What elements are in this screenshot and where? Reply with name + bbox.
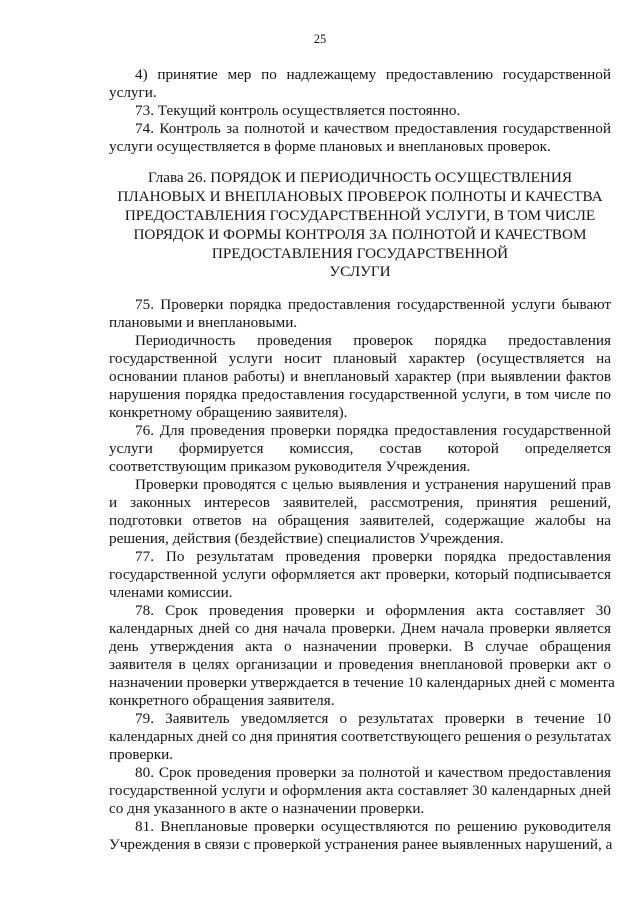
text-line: 81. Внеплановые проверки осуществляются по решению руководителя [135, 818, 611, 835]
text-line: услуги осуществляется в форме плановых и внеплановых проверок. [109, 138, 551, 155]
text-line: конкретному обращению заявителя). [109, 404, 348, 421]
text-line: со дня указанного в акте о назначении проверки. [109, 800, 425, 817]
chapter-heading-line: ПЛАНОВЫХ И ВНЕПЛАНОВЫХ ПРОВЕРОК ПОЛНОТЫ И КАЧЕСТВА [117, 188, 603, 205]
text-line: Учреждения в связи с проверкой устранения ранее выявленных нарушений, а [109, 836, 613, 853]
chapter-heading-line: ПРЕДОСТАВЛЕНИЯ ГОСУДАРСТВЕННОЙ [211, 245, 509, 262]
text-line: основании планов работы) и внеплановый характер (при выявлении фактов [109, 368, 611, 385]
text-line: и законных интересов заявителей, рассмотрения, принятия решений, [109, 494, 611, 511]
text-line: решения, действия (бездействие) специалистов Учреждения. [109, 530, 504, 547]
text-line: 4) принятие мер по надлежащему предоставлению государственной [135, 66, 611, 83]
text-line: Периодичность проведения проверок порядка предоставления [135, 332, 611, 349]
chapter-heading-line: ПРЕДОСТАВЛЕНИЯ ГОСУДАРСТВЕННОЙ УСЛУГИ, В ТОМ ЧИСЛЕ [124, 207, 596, 224]
text-line: Проверки проводятся с целью выявления и устранения нарушений прав [135, 476, 611, 493]
text-line: назначении проверки утверждается в течение 10 календарных дней с момента [109, 674, 615, 691]
text-line: конкретного обращения заявителя. [109, 692, 335, 709]
text-line: государственной услуги носит плановый характер (осуществляется на [109, 350, 611, 367]
text-line: 75. Проверки порядка предоставления государственной услуги бывают [135, 296, 611, 313]
text-line: 78. Срок проведения проверки и оформления акта составляет 30 [135, 602, 611, 619]
text-line: 77. По результатам проведения проверки порядка предоставления [135, 548, 611, 565]
chapter-heading-line: ПОРЯДОК И ФОРМЫ КОНТРОЛЯ ЗА ПОЛНОТОЙ И КАЧЕСТВОМ [133, 226, 587, 243]
text-line: государственной услуги и оформления акта составляет 30 календарных дней [109, 782, 611, 799]
text-line: проверки. [109, 746, 174, 763]
page-number: 25 [313, 32, 327, 46]
text-line: календарных дней со дня принятия соответствующего решения о результатах [109, 728, 612, 745]
text-line: подготовки ответов на обращения заявителей, содержащие жалобы на [109, 512, 611, 529]
text-line: членами комиссии. [109, 584, 233, 601]
text-line: 79. Заявитель уведомляется о результатах проверки в течение 10 [135, 710, 611, 727]
text-line: соответствующим приказом руководителя Учреждения. [109, 458, 471, 475]
text-line: 74. Контроль за полнотой и качеством предоставления государственной [135, 120, 611, 137]
text-line: календарных дней со дня начала проверки. Днем начала проверки является [109, 620, 611, 637]
text-line: день утверждения акта о назначении проверки. В случае обращения [109, 638, 611, 655]
chapter-heading-line: УСЛУГИ [329, 263, 391, 280]
text-line: 76. Для проведения проверки порядка предоставления государственной [135, 422, 611, 439]
text-line: 80. Срок проведения проверки за полнотой и качеством предоставления [135, 764, 611, 781]
text-line: заявителя в целях организации и проведения внеплановой проверки акт о [109, 656, 611, 673]
text-line: услуги формируется комиссия, состав которой определяется [109, 440, 611, 457]
text-line: государственной услуги оформляется акт проверки, который подписывается [109, 566, 611, 583]
text-line: нарушения порядка предоставления государственной услуги, в том числе по [109, 386, 611, 403]
text-line: 73. Текущий контроль осуществляется постоянно. [135, 102, 461, 119]
text-line: плановыми и внеплановыми. [109, 314, 298, 331]
chapter-heading-line: Глава 26. ПОРЯДОК И ПЕРИОДИЧНОСТЬ ОСУЩЕСТВЛЕНИЯ [148, 169, 572, 186]
text-line: услуги. [109, 84, 157, 101]
